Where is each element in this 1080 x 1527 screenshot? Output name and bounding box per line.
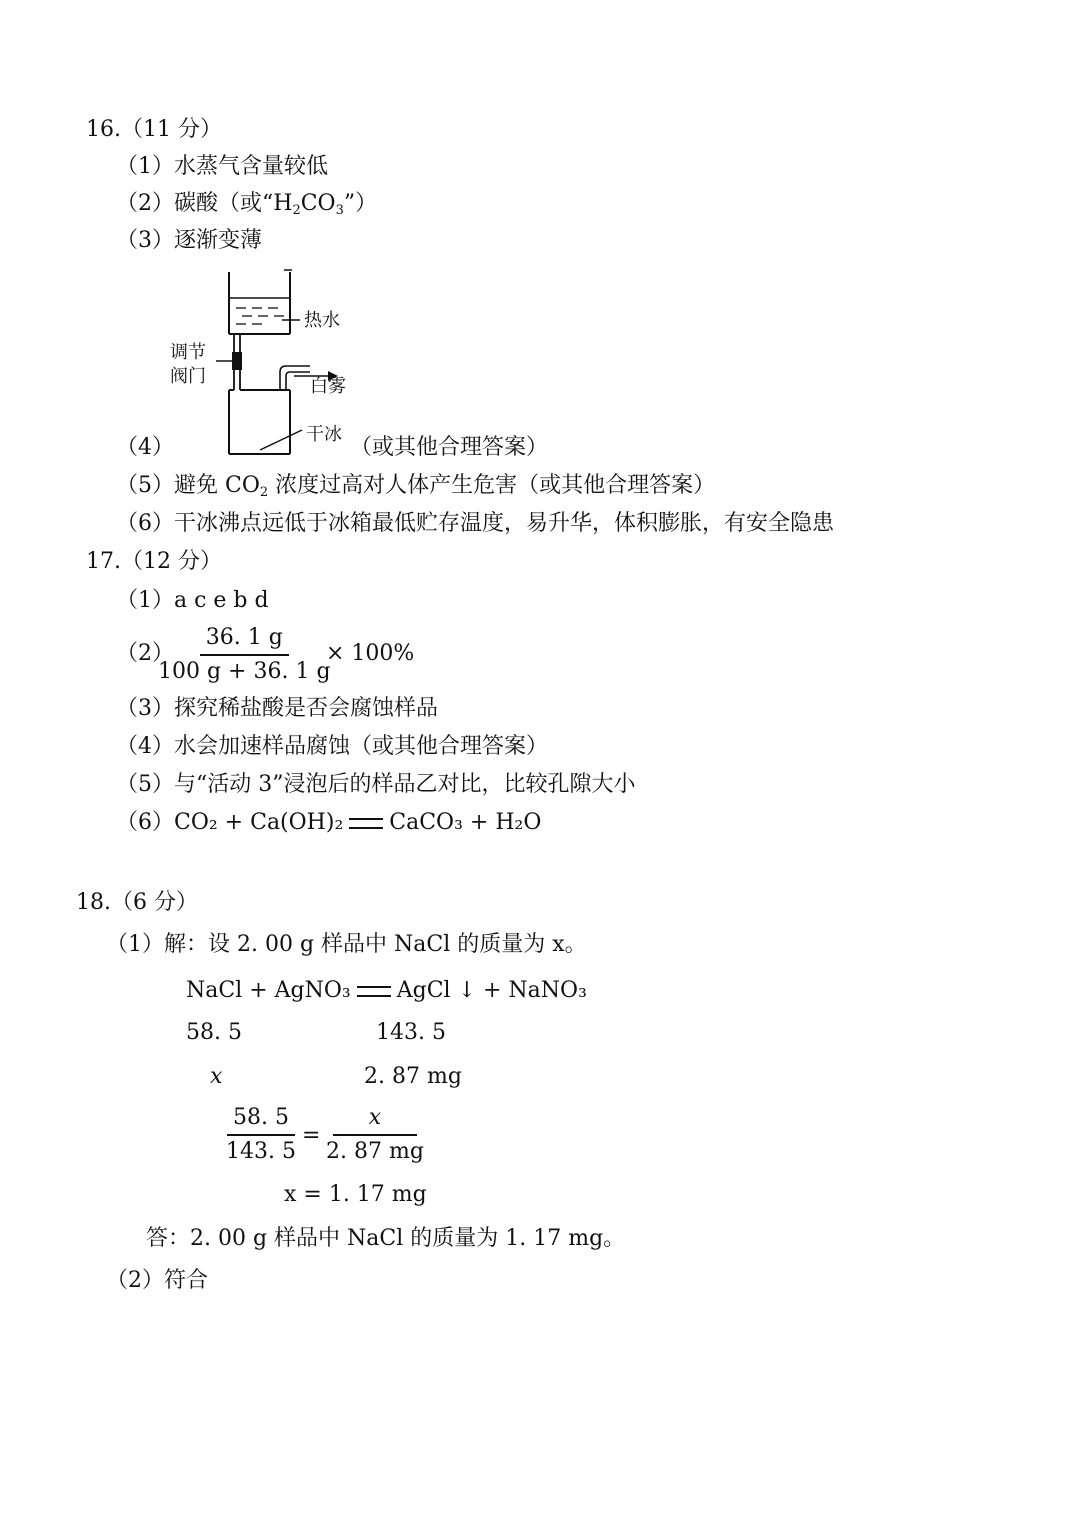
q18-molar-mass-nacl: 58. 5 bbox=[186, 1020, 242, 1045]
q18-header: 18.（6 分） bbox=[76, 890, 198, 915]
label-dry-ice: 干冰 bbox=[306, 424, 342, 445]
q16-answer-2: （2）碳酸（或“$H_2CO_3$”） bbox=[116, 191, 378, 218]
ratio-left-denominator: 143. 5 bbox=[226, 1139, 296, 1164]
q18-ratio-right bbox=[326, 1104, 424, 1166]
label-hot-water: 热水 bbox=[304, 310, 340, 331]
q17-answer-4: （4）水会加速样品腐蚀（或其他合理答案） bbox=[116, 734, 548, 759]
apparatus-diagram bbox=[160, 262, 400, 462]
ratio-left-numerator: 58. 5 bbox=[227, 1104, 295, 1136]
ratio-right-numerator: x bbox=[333, 1104, 417, 1136]
equation-equals-sign bbox=[349, 818, 383, 829]
q16-answer-5: （5）避免 $CO_2$ 浓度过高对人体产生危害（或其他合理答案） bbox=[116, 473, 716, 500]
q18-ratio-equals: = bbox=[302, 1123, 321, 1148]
q17-answer-3: （3）探究稀盐酸是否会腐蚀样品 bbox=[116, 696, 438, 721]
fraction-denominator: 100 g + 36. 1 g bbox=[158, 659, 331, 684]
q18-intro: （1）解：设 2. 00 g 样品中 NaCl 的质量为 x。 bbox=[106, 932, 587, 957]
q16-answer-6: （6）干冰沸点远低于冰箱最低贮存温度，易升华，体积膨胀，有安全隐患 bbox=[116, 511, 834, 536]
q16-answer-1: （1）水蒸气含量较低 bbox=[116, 154, 328, 179]
q18-ratio-left bbox=[226, 1104, 296, 1166]
q16-answer-4-label: （4） bbox=[116, 435, 174, 460]
q17-answer-2-tail: × 100% bbox=[326, 641, 415, 666]
q17-answer-5: （5）与“活动 3”浸泡后的样品乙对比，比较孔隙大小 bbox=[116, 772, 636, 797]
q17-answer-2-label: （2） bbox=[116, 641, 174, 666]
q18-agcl-mass: 2. 87 mg bbox=[364, 1064, 462, 1089]
q18-result: x = 1. 17 mg bbox=[284, 1182, 427, 1207]
q18-answer-2: （2）符合 bbox=[106, 1268, 208, 1293]
reaction-equals-sign bbox=[357, 986, 391, 997]
q18-reaction-equation: NaCl + AgNO₃ AgCl ↓ + NaNO₃ bbox=[186, 978, 587, 1003]
q17-header: 17.（12 分） bbox=[86, 549, 222, 574]
q17-answer-1: （1）a c e b d bbox=[116, 588, 269, 613]
label-valve-line1: 调节 bbox=[170, 342, 206, 363]
q16-answer-4-note: （或其他合理答案） bbox=[350, 435, 549, 460]
q18-molar-mass-agcl: 143. 5 bbox=[376, 1020, 446, 1045]
q16-header: 16.（11 分） bbox=[86, 117, 222, 142]
q17-answer-6: （6）CO₂ + Ca(OH)₂ CaCO₃ + H₂O bbox=[116, 810, 542, 835]
q17-fraction bbox=[158, 624, 331, 686]
q18-answer: 答：2. 00 g 样品中 NaCl 的质量为 1. 17 mg。 bbox=[146, 1226, 626, 1251]
q16-answer-3: （3）逐渐变薄 bbox=[116, 228, 262, 253]
label-valve-line2: 阀门 bbox=[170, 366, 206, 387]
q18-unknown-x: x bbox=[210, 1064, 223, 1089]
fraction-numerator: 36. 1 g bbox=[200, 624, 289, 656]
ratio-right-denominator: 2. 87 mg bbox=[326, 1139, 424, 1164]
label-fog: 白雾 bbox=[310, 376, 346, 397]
